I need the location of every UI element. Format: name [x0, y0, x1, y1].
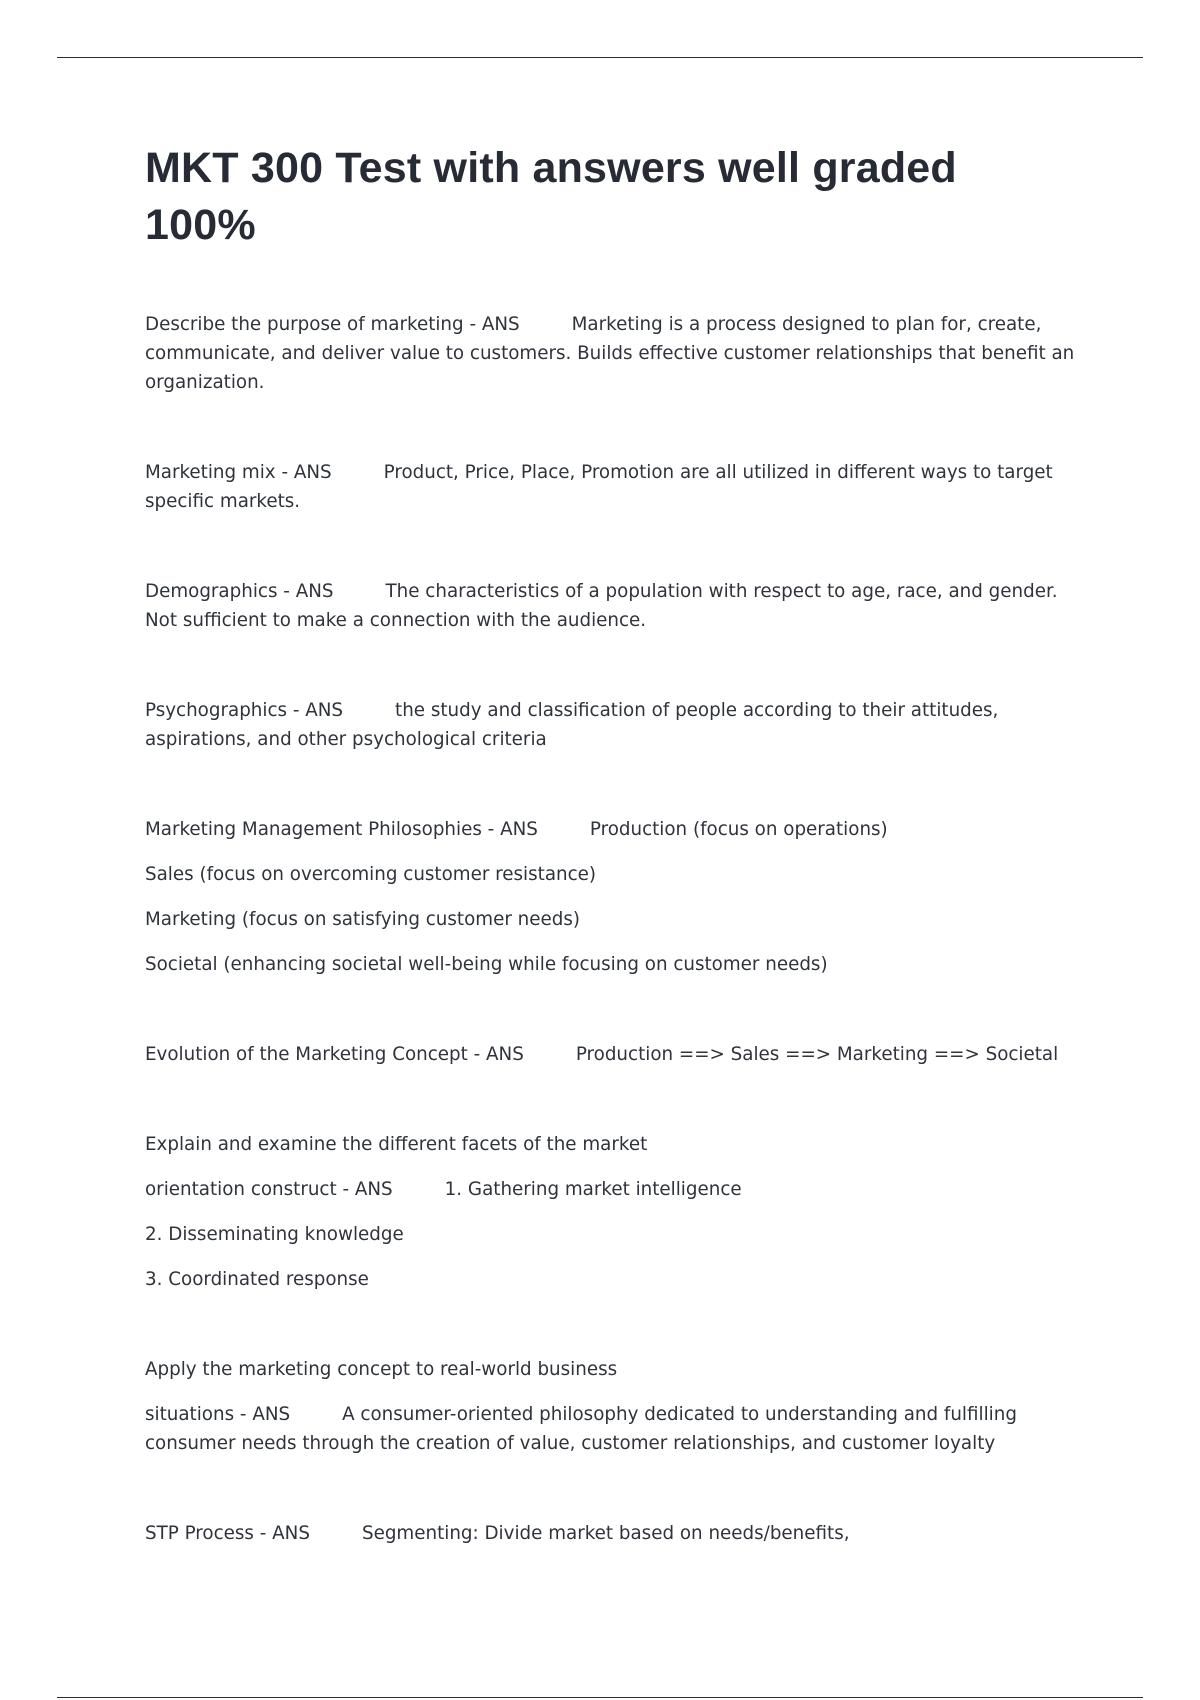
answer-text: Segmenting: Divide market based on needs/benefits, [361, 1523, 850, 1544]
answer-text: The characteristics of a population with respect to age, race, and gender. Not sufficient to make a connection with the audience. [145, 581, 1058, 631]
document-body [145, 140, 1075, 1548]
question-text: Marketing mix - ANS [145, 462, 332, 483]
document-title: MKT 300 Test with answers well graded 100% [145, 144, 957, 249]
answer-line: 2. Disseminating knowledge [145, 1224, 404, 1245]
question-text: Describe the purpose of marketing - ANS [145, 314, 520, 335]
qa-item [145, 577, 1075, 635]
question-text: Demographics - ANS [145, 581, 334, 602]
question-text: Evolution of the Marketing Concept - ANS [145, 1044, 524, 1065]
answer-text: Product, Price, Place, Promotion are all utilized in different ways to target specific markets. [145, 462, 1053, 512]
question-text: Psychographics - ANS [145, 700, 344, 721]
qa-item [145, 815, 1075, 979]
question-line: Explain and examine the different facets of the market [145, 1134, 648, 1155]
answer-line: Marketing (focus on satisfying customer needs) [145, 909, 580, 930]
qa-item [145, 1130, 1075, 1294]
answer-text: 1. Gathering market intelligence [444, 1179, 742, 1200]
answer-line: 3. Coordinated response [145, 1269, 369, 1290]
question-line: Apply the marketing concept to real-world business [145, 1359, 618, 1380]
qa-item [145, 696, 1075, 754]
answer-line: Societal (enhancing societal well-being while focusing on customer needs) [145, 954, 828, 975]
question-text: orientation construct - ANS [145, 1179, 393, 1200]
qa-item [145, 1355, 1075, 1458]
qa-item [145, 1519, 1075, 1548]
answer-line: Sales (focus on overcoming customer resistance) [145, 864, 597, 885]
answer-text: the study and classification of people according to their attitudes, aspirations, and other psychological criteria [145, 700, 999, 750]
question-text: STP Process - ANS [145, 1523, 310, 1544]
qa-item [145, 310, 1075, 397]
bottom-rule [57, 1697, 1143, 1698]
answer-text: Production (focus on operations) [589, 819, 888, 840]
answer-text: Marketing is a process designed to plan for, create, communicate, and deliver value to customers. Builds effective customer relationships that benefit an organization. [145, 314, 1075, 393]
qa-item [145, 458, 1075, 516]
question-text: situations - ANS [145, 1404, 291, 1425]
answer-text: Production ==> Sales ==> Marketing ==> Societal [575, 1044, 1059, 1065]
top-rule [57, 57, 1143, 58]
qa-item [145, 1040, 1075, 1069]
answer-text: A consumer-oriented philosophy dedicated to understanding and fulfilling consumer needs through the creation of value, customer relationships, and customer loyalty [145, 1404, 1017, 1454]
question-text: Marketing Management Philosophies - ANS [145, 819, 538, 840]
